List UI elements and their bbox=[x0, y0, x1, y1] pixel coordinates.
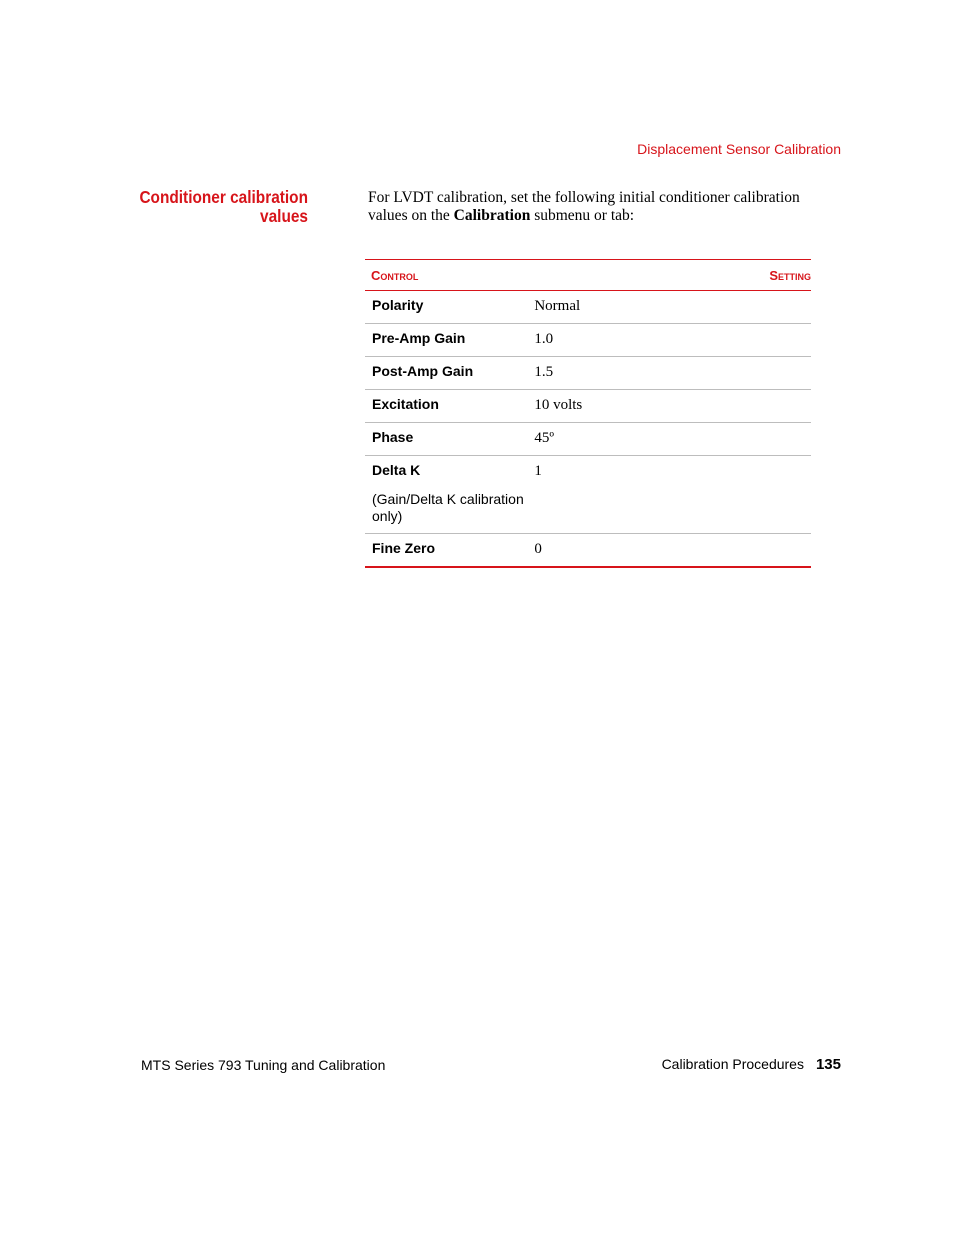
footer-chapter-title: Calibration Procedures bbox=[661, 1056, 804, 1072]
column-header-control: Control bbox=[365, 260, 526, 291]
control-cell bbox=[365, 357, 526, 390]
setting-value: 45º bbox=[526, 423, 811, 456]
control-cell bbox=[365, 291, 526, 324]
footer-manual-title: MTS Series 793 Tuning and Calibration bbox=[141, 1057, 386, 1073]
page-number: 135 bbox=[815, 1056, 841, 1073]
column-header-setting: Setting bbox=[526, 260, 811, 291]
table-row bbox=[365, 534, 811, 568]
setting-value: 1.5 bbox=[526, 357, 811, 390]
table-header-row bbox=[365, 260, 811, 291]
intro-bold-term: Calibration bbox=[453, 207, 531, 224]
control-cell bbox=[365, 390, 526, 423]
control-name: Polarity bbox=[372, 297, 424, 313]
table-row bbox=[365, 390, 811, 423]
control-name: Phase bbox=[372, 429, 414, 445]
intro-text-start: For LVDT calibration, set the following initial conditioner calibration values on the bbox=[368, 189, 800, 224]
control-name: Excitation bbox=[372, 396, 439, 412]
control-name: Post-Amp Gain bbox=[372, 363, 474, 379]
table-body bbox=[365, 291, 811, 568]
control-note: (Gain/Delta K calibration only) bbox=[372, 491, 524, 524]
footer-right bbox=[662, 1056, 841, 1073]
calibration-settings-table bbox=[365, 259, 811, 568]
control-cell bbox=[365, 423, 526, 456]
intro-paragraph bbox=[368, 189, 818, 225]
section-heading-line1: Conditioner calibration bbox=[139, 187, 308, 207]
control-cell bbox=[365, 456, 526, 534]
setting-value: Normal bbox=[526, 291, 811, 324]
control-name: Delta K bbox=[372, 462, 421, 478]
table-row bbox=[365, 456, 811, 534]
setting-value: 0 bbox=[526, 534, 811, 568]
intro-text-end: submenu or tab: bbox=[530, 207, 635, 224]
control-name: Fine Zero bbox=[372, 540, 436, 556]
setting-value: 1.0 bbox=[526, 324, 811, 357]
table-row bbox=[365, 357, 811, 390]
section-heading bbox=[114, 188, 308, 226]
running-header: Displacement Sensor Calibration bbox=[637, 141, 841, 157]
setting-value: 1 bbox=[526, 456, 811, 534]
control-cell bbox=[365, 534, 526, 568]
control-cell bbox=[365, 324, 526, 357]
section-heading-line2: values bbox=[260, 206, 308, 226]
table-row bbox=[365, 324, 811, 357]
table-row bbox=[365, 423, 811, 456]
table-row bbox=[365, 291, 811, 324]
control-name: Pre-Amp Gain bbox=[372, 330, 466, 346]
setting-value: 10 volts bbox=[526, 390, 811, 423]
